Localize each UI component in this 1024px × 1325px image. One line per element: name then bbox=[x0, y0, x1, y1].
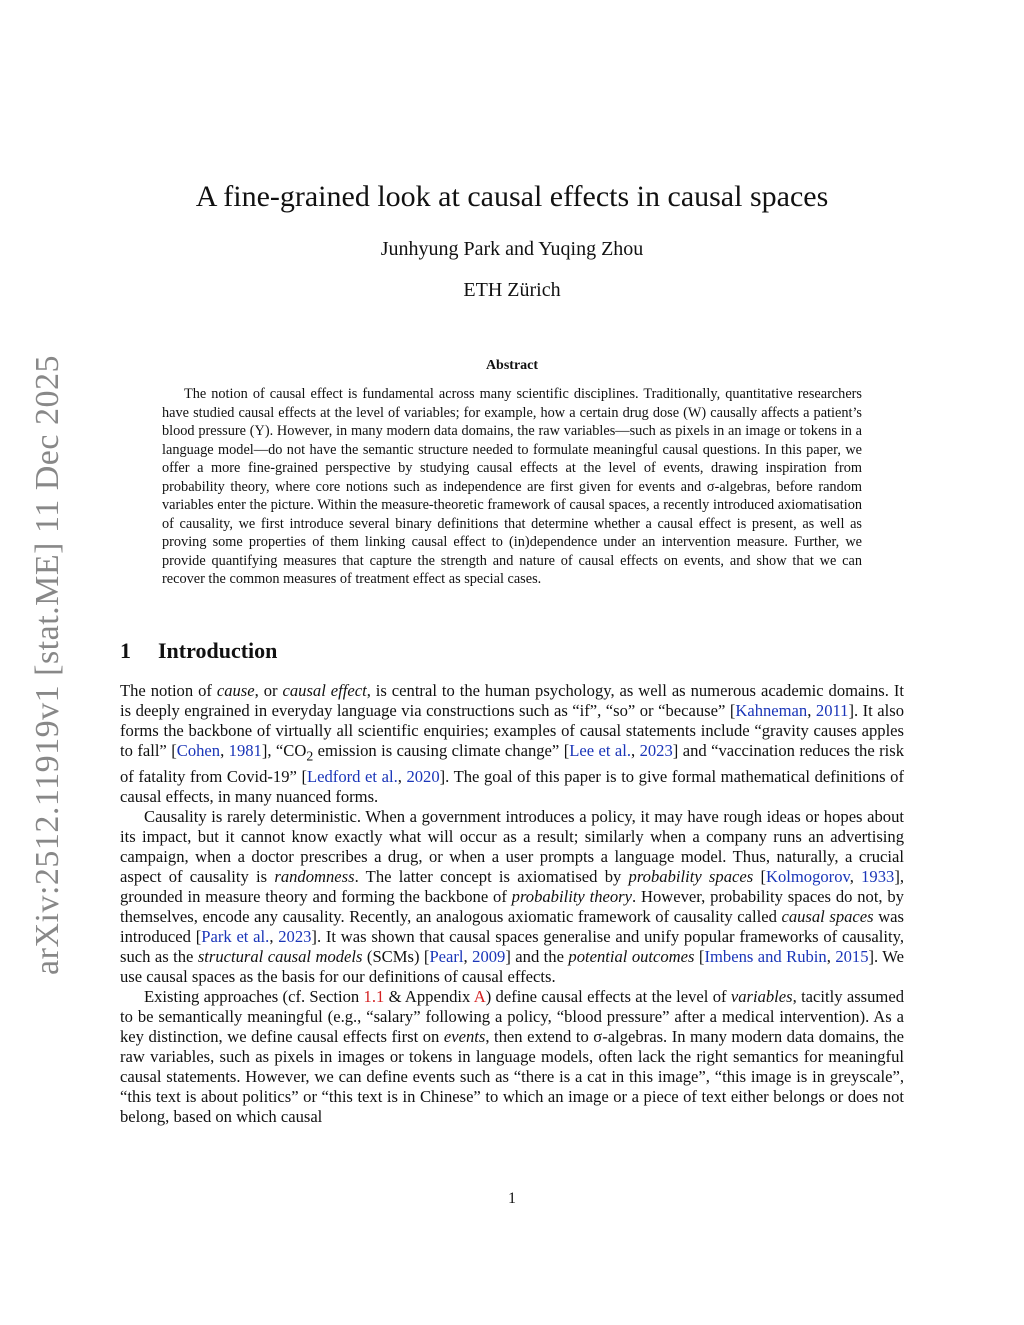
author-list: Junhyung Park and Yuqing Zhou bbox=[380, 238, 644, 260]
citation-year-link[interactable]: 2015 bbox=[835, 946, 869, 966]
section-title: Introduction bbox=[158, 638, 278, 663]
section-number: 1 bbox=[120, 638, 131, 663]
citation-link[interactable]: Imbens and Rubin bbox=[704, 946, 827, 966]
affiliation: ETH Zürich bbox=[463, 279, 561, 301]
abstract-heading: Abstract bbox=[485, 358, 539, 373]
abstract-text: The notion of causal effect is fundamental across many scientific disciplines. Traditionally, quantitative researchers have studied causal effects at the level of variables; for example, how a certain drug dose (W) causally affects a patient’s blood pressure (Y). However, in many modern data domains, the raw variables—such as pixels in an image or tokens in a language model—do not have the semantic structure needed to formulate meaningful causal questions. In this paper, we offer a more fine-grained perspective by studying causal effects at the level of events, drawing inspiration from probability theory, where core notions such as independence are first given for events and σ-algebras, before random variables enter the picture. Within the measure-theoretic framework of causal spaces, a recently introduced axiomatisation of causality, we first introduce several binary definitions that determine whether a causal effect is present, as well as proving some properties of them linking causal effect to (in)dependence under an intervention measure. Further, we provide quantifying measures that capture the strength and nature of causal effects on events, and show that we can recover the common measures of treatment effect as special cases. bbox=[162, 386, 862, 587]
appendix-reference-link[interactable]: A bbox=[473, 987, 486, 1007]
citation-year-link[interactable]: 2023 bbox=[278, 926, 312, 946]
citation-link[interactable]: Kahneman bbox=[735, 701, 808, 721]
citation-link[interactable]: Ledford et al. bbox=[307, 766, 398, 786]
page-number: 1 bbox=[508, 1190, 516, 1207]
citation-year-link[interactable]: 2020 bbox=[406, 766, 440, 786]
paragraph-1: The notion of cause, or causal effect, is central to the human psychology, as well as numerous academic domains. It is deeply engrained in everyday language via constructions such as “if”, “so” or “because” [Kahneman, 2011]. It also forms the backbone of virtually all scientific enquiries; examples of causal statements include “gravity causes apples to fall” [Cohen, 1981], “$CO_2$ emission is causing climate change” [Lee et al., 2023] and “vaccination reduces the risk of fatality from Covid-19” [Ledford et al., 2020]. The goal of this paper is to give formal mathematical definitions of causal effects, in many nuanced forms. bbox=[120, 681, 905, 806]
citation-link[interactable]: Pearl bbox=[429, 946, 464, 966]
paper-title: A fine-grained look at causal effects in causal spaces bbox=[195, 180, 829, 213]
citation-link[interactable]: Cohen bbox=[176, 741, 221, 761]
citation-year-link[interactable]: 1981 bbox=[228, 741, 262, 761]
paragraph-2: Causality is rarely deterministic. When a government introduces a policy, it may have rough ideas or hopes about its impact, but it cannot know exactly what will occur as a result; similarly when a company runs an advertising campaign, when a doctor prescribes a drug, or when a user prompts a language model. Thus, naturally, a crucial aspect of causality is randomness. The latter concept is axiomatised by probability spaces [Kolmogorov, 1933], grounded in measure theory and forming the backbone of probability theory. However, probability spaces do not, by themselves, encode any causality. Recently, an analogous axiomatic framework of causality called causal spaces was introduced [Park et al., 2023]. It was shown that causal spaces generalise and unify popular frameworks of causality, such as the structural causal models (SCMs) [Pearl, 2009] and the potential outcomes [Imbens and Rubin, 2015]. We use causal spaces as the basis for our definitions of causal effects. bbox=[120, 806, 905, 986]
citation-year-link[interactable]: 2023 bbox=[639, 741, 673, 761]
body-text bbox=[120, 681, 904, 1127]
citation-year-link[interactable]: 2009 bbox=[472, 946, 506, 966]
citation-year-link[interactable]: 2011 bbox=[815, 701, 849, 721]
citation-link[interactable]: Park et al. bbox=[201, 926, 270, 946]
section-heading bbox=[120, 636, 904, 666]
citation-link[interactable]: Kolmogorov bbox=[765, 866, 850, 886]
citation-year-link[interactable]: 1933 bbox=[861, 866, 895, 886]
paragraph-3: Existing approaches (cf. Section 1.1 & Appendix A) define causal effects at the level of variables, tacitly assumed to be semantically meaningful (e.g., “salary” following a policy, “blood pressure” after a medical intervention). As a key distinction, we define causal effects first on events, then extend to σ-algebras. In many modern data domains, the raw variables, such as pixels in images or tokens in language models, often lack the right semantics for meaningful causal statements. However, we can define events such as “there is a cat in this image”, “this image is in greyscale”, “this text is about politics” or “this text is in Chinese” to which an image or a piece of text either belongs or does not belong, based on which causal bbox=[120, 987, 904, 1127]
arxiv-identifier-stamp: arXiv:2512.11919v1 [stat.ME] 11 Dec 2025 bbox=[29, 355, 66, 975]
section-reference-link[interactable]: 1.1 bbox=[363, 987, 385, 1007]
citation-link[interactable]: Lee et al. bbox=[569, 741, 632, 761]
